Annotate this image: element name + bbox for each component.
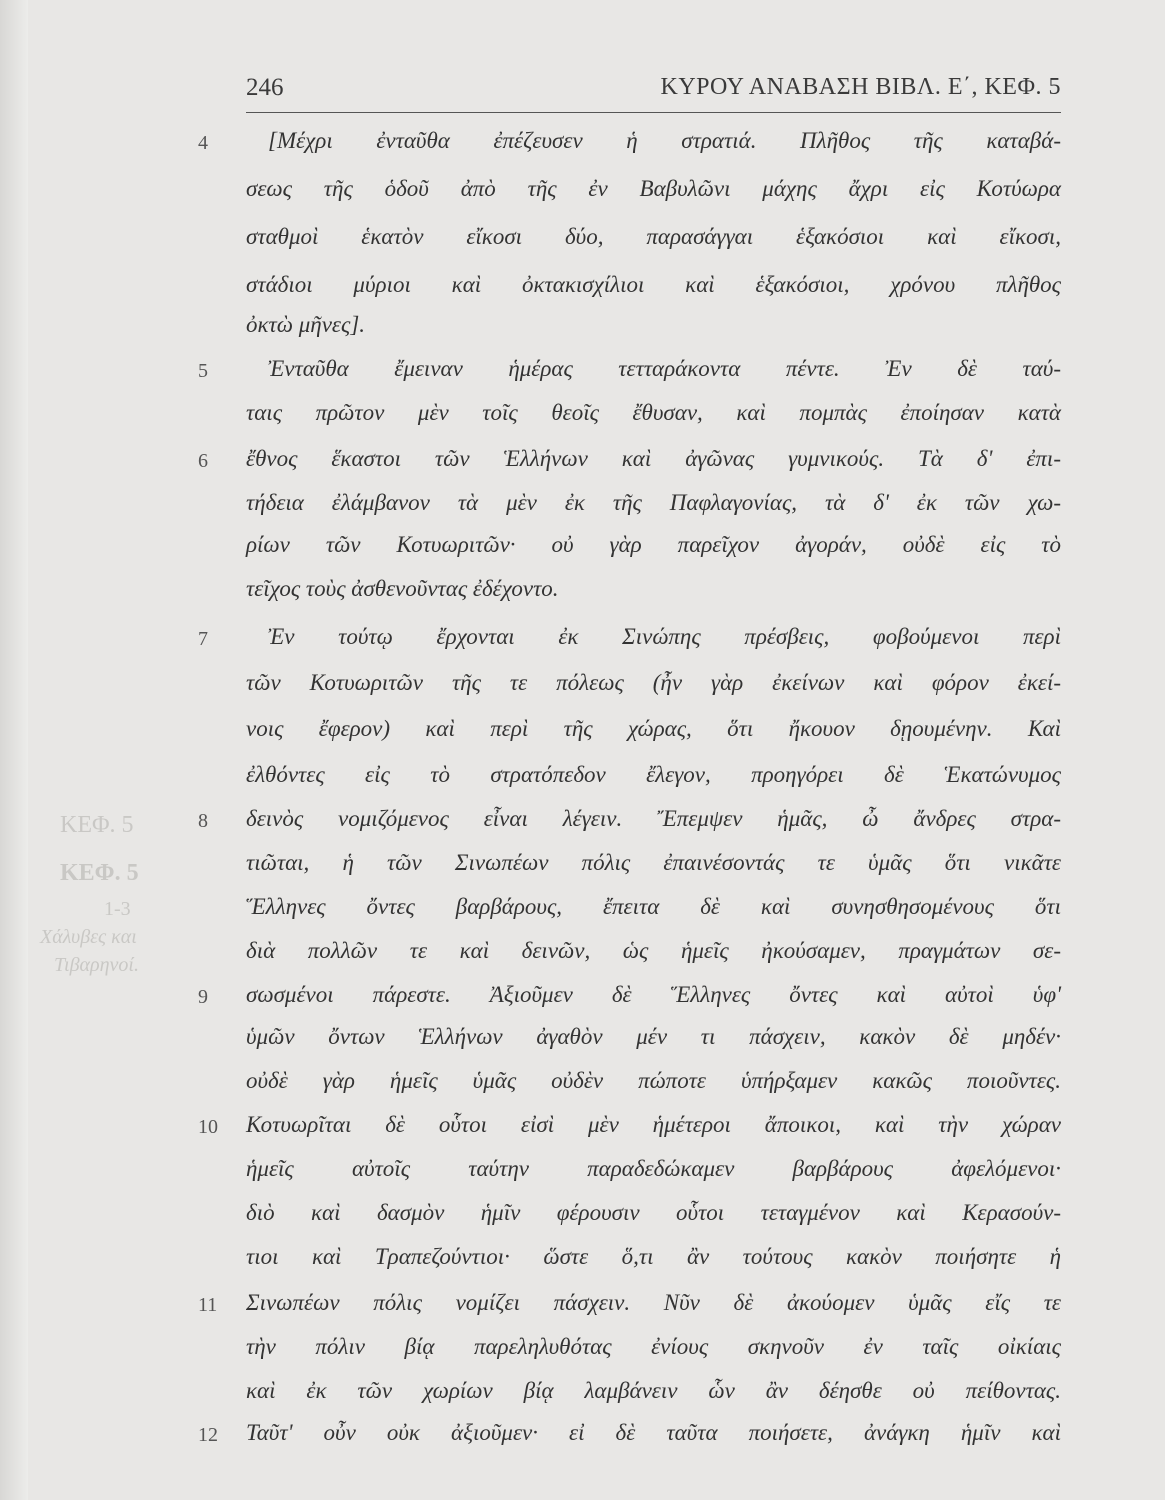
verse-number: 8 [198, 810, 208, 832]
verse-number: 6 [198, 450, 208, 472]
bleed-note-1: Χάλυβες και [40, 926, 137, 948]
verse-number: 5 [198, 360, 208, 382]
bleed-chapter-bold: ΚΕΦ. 5 [60, 860, 139, 886]
text-line: σωσμένοι πάρεστε. Ἀξιοῦμεν δὲ Ἕλληνες ὄντες καὶ αὐτοὶ ὑφ' [246, 982, 1061, 1007]
text-line: σεως τῆς ὁδοῦ ἀπὸ τῆς ἐν Βαβυλῶνι μάχης ἄχρι εἰς Κοτύωρα [246, 176, 1061, 201]
text-line: Ἐνταῦθα ἔμειναν ἡμέρας τετταράκοντα πέντε. Ἐν δὲ ταύ- [268, 356, 1061, 381]
verse-number: 7 [198, 628, 208, 650]
text-line: Σινωπέων πόλις νομίζει πάσχειν. Νῦν δὲ ἀκούομεν ὑμᾶς εἴς τε [246, 1290, 1061, 1315]
text-line: καὶ ἐκ τῶν χωρίων βίᾳ λαμβάνειν ὧν ἂν δέησθε οὐ πείθοντας. [246, 1378, 1061, 1403]
text-line: Ἕλληνες ὄντες βαρβάρους, ἔπειτα δὲ καὶ συνησθησομένους ὅτι [246, 894, 1061, 919]
running-head: ΚΥΡΟΥ ΑΝΑΒΑΣΗ ΒΙΒΛ. Ε΄, ΚΕΦ. 5 [660, 74, 1061, 100]
text-line: τιῶται, ἡ τῶν Σινωπέων πόλις ἐπαινέσοντάς τε ὑμᾶς ὅτι νικᾶτε [246, 850, 1061, 875]
text-line: διὰ πολλῶν τε καὶ δεινῶν, ὡς ἡμεῖς ἠκούσαμεν, πραγμάτων σε- [246, 938, 1061, 963]
bleed-range: 1-3 [104, 898, 131, 920]
text-line: σταθμοὶ ἑκατὸν εἴκοσι δύο, παρασάγγαι ἑξακόσιοι καὶ εἴκοσι, [246, 224, 1061, 249]
text-line: διὸ καὶ δασμὸν ἡμῖν φέρουσιν οὗτοι τεταγμένον καὶ Κερασούν- [246, 1200, 1061, 1225]
text-line: Ταῦτ' οὖν οὐκ ἀξιοῦμεν· εἰ δὲ ταῦτα ποιήσετε, ἀνάγκη ἡμῖν καὶ [246, 1420, 1061, 1445]
text-line: τήδεια ἐλάμβανον τὰ μὲν ἐκ τῆς Παφλαγονίας, τὰ δ' ἐκ τῶν χω- [246, 490, 1061, 515]
verse-number: 9 [198, 986, 208, 1008]
verse-number: 11 [198, 1294, 218, 1316]
page-edge-shadow [0, 0, 28, 1500]
text-line: ἐλθόντες εἰς τὸ στρατόπεδον ἔλεγον, προηγόρει δὲ Ἑκατώνυμος [246, 762, 1061, 787]
verse-number: 4 [198, 132, 208, 154]
text-line: τῶν Κοτυωριτῶν τῆς τε πόλεως (ἦν γὰρ ἐκείνων καὶ φόρον ἐκεί- [246, 670, 1061, 695]
text-line: ρίων τῶν Κοτυωριτῶν· οὐ γὰρ παρεῖχον ἀγοράν, οὐδὲ εἰς τὸ [246, 532, 1061, 557]
text-line: δεινὸς νομιζόμενος εἶναι λέγειν. Ἔπεμψεν ἡμᾶς, ὦ ἄνδρες στρα- [246, 806, 1061, 831]
text-line: ὑμῶν ὄντων Ἑλλήνων ἀγαθὸν μέν τι πάσχειν, κακὸν δὲ μηδέν· [246, 1024, 1061, 1049]
text-line: στάδιοι μύριοι καὶ ὀκτακισχίλιοι καὶ ἑξακόσιοι, χρόνου πλῆθος [246, 272, 1061, 297]
text-line: [Μέχρι ἐνταῦθα ἐπέζευσεν ἡ στρατιά. Πλῆθος τῆς καταβά- [268, 128, 1061, 153]
page-header [246, 72, 1061, 113]
page-number: 246 [246, 74, 284, 101]
text-line: ὀκτὼ μῆνες]. [246, 312, 366, 337]
text-line: τιοι καὶ Τραπεζούντιοι· ὥστε ὅ,τι ἂν τούτους κακὸν ποιήσητε ἡ [246, 1244, 1061, 1269]
bleed-note-2: Τιβαρηνοί. [54, 954, 139, 976]
text-line: τεῖχος τοὺς ἀσθενοῦντας ἐδέχοντο. [246, 576, 559, 601]
text-line: ἡμεῖς αὐτοῖς ταύτην παραδεδώκαμεν βαρβάρους ἀφελόμενοι· [246, 1156, 1061, 1181]
text-line: ἔθνος ἕκαστοι τῶν Ἑλλήνων καὶ ἀγῶνας γυμνικούς. Τὰ δ' ἐπι- [246, 446, 1061, 471]
bleed-chapter: ΚΕΦ. 5 [60, 812, 134, 838]
text-line: Κοτυωρῖται δὲ οὗτοι εἰσὶ μὲν ἡμέτεροι ἄποικοι, καὶ τὴν χώραν [246, 1112, 1061, 1137]
text-line: Ἐν τούτῳ ἔρχονται ἐκ Σινώπης πρέσβεις, φοβούμενοι περὶ [268, 624, 1061, 649]
text-line: οὐδὲ γὰρ ἡμεῖς ὑμᾶς οὐδὲν πώποτε ὑπήρξαμεν κακῶς ποιοῦντες. [246, 1068, 1061, 1093]
verse-number: 12 [198, 1424, 218, 1446]
text-line: ταις πρῶτον μὲν τοῖς θεοῖς ἔθυσαν, καὶ πομπὰς ἐποίησαν κατὰ [246, 400, 1061, 425]
text-line: τὴν πόλιν βίᾳ παρεληλυθότας ἐνίους σκηνοῦν ἐν ταῖς οἰκίαις [246, 1334, 1061, 1359]
verse-number: 10 [198, 1116, 218, 1138]
text-line: νοις ἔφερον) καὶ περὶ τῆς χώρας, ὅτι ἤκουον δῃουμένην. Καὶ [246, 716, 1061, 741]
